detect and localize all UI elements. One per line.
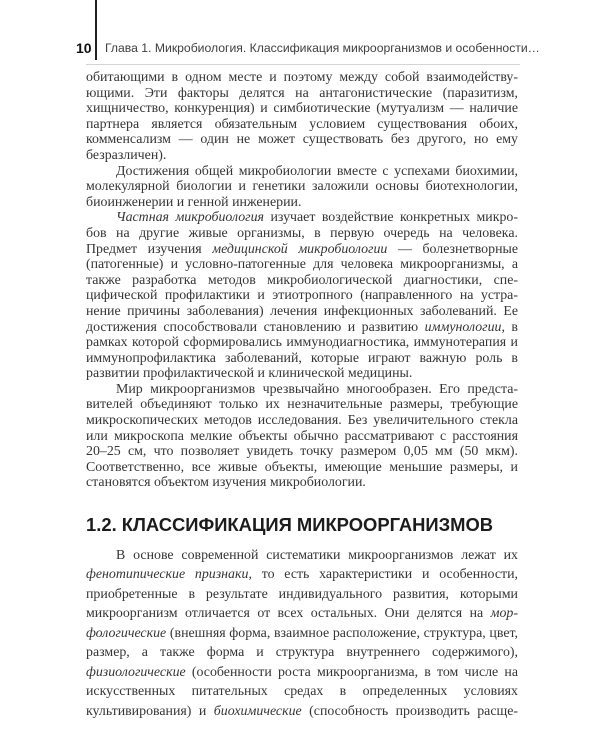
header-vertical-divider	[95, 0, 97, 60]
term-medical-microbiology: медицинской микробиологии	[212, 241, 388, 257]
paragraph-text: Достижения общей микробиологии вместе с успехами биохимии, молекулярной биологии и генетики заложили основы биотехнологии, биоинженерии и генной инженерии.	[86, 163, 518, 210]
term-biochemical: биохимические	[213, 703, 302, 719]
main-text-column	[86, 70, 518, 721]
paragraph-phenotypic-traits	[86, 546, 518, 722]
term-morphological: морфологические	[86, 606, 518, 641]
paragraph-text: обитающими в одном месте и поэтому между собой взаимодействующими. Эти факторы делятся на антагонистические (паразитизм, хищничество, конкуренция) и симбиотические (мутуализм — наличие партнера является обязательным условием существования обоих, комменсализм — один не может существовать без другого, но ему безразличен).	[86, 70, 518, 163]
paragraph-text: изучает воздействие конкретных микробов на другие живые организмы, в первую очередь на человека. Предмет изучения	[86, 210, 518, 257]
paragraph-text: В основе современной систематики микроорганизмов лежат их	[116, 547, 518, 563]
term-immunology: иммунологии	[424, 319, 502, 335]
paragraph-text: (особенности роста микроорганизма, в том числе на искусственных питательных средах в определенных условиях культивирования) и	[86, 664, 518, 719]
section-heading: 1.2. КЛАССИФИКАЦИЯ МИКРООРГАНИЗМОВ	[86, 513, 494, 535]
page-number: 10	[76, 40, 92, 56]
paragraph-text: (способность производить расще-	[301, 703, 518, 719]
header-rule	[86, 64, 520, 65]
paragraph-text: (внешняя форма, взаимное расположение, структура, цвет, размер, а также форма и структура внутреннего содержимого),	[86, 625, 518, 661]
term-physiological: физиологические	[86, 664, 186, 680]
paragraph-text: , то есть характеристики и особенности, приобретенные в результате индивидуального развития, которыми микроорганизм отличается от всех остальных. Они делятся на	[86, 567, 518, 622]
paragraph-text: — болезнетворные (патогенные) и условно-патогенные для человека микроорганизмы, а также разработка методов микробиологической диагностики, специфической профилактики и этиотропного (направленного на устранение причины заболевания) лечения инфекционных заболеваний. Ее достижения способствовали становлению и развитию	[86, 241, 519, 335]
paragraph-ecology	[86, 70, 518, 164]
paragraph-private-microbiology	[86, 210, 518, 382]
paragraph-text: Мир микроорганизмов чрезвычайно многообразен. Его представителей объединяют только их незначительные размеры, требующие микроскопических методов исследования. Без увеличительного стекла или микроскопа мелкие объекты обычно рассматривают с расстояния 20–25 см, что позволяет увидеть точку размером 0,05 мм (50 мкм). Соответственно, все живые объекты, имеющие меньшие размеры, и становятся объектом изучения микробиологии.	[86, 381, 518, 491]
paragraph-text: , в рамках которой сформировались иммунодиагностика, иммунотерапия и иммунопрофилактика заболеваний, которые играют важную роль в развитии профилактической и клинической медицины.	[86, 319, 518, 382]
running-title: Глава 1. Микробиология. Классификация микроорганизмов и особенности…	[105, 41, 540, 55]
section-text	[86, 546, 518, 722]
term-phenotypic-traits: фенотипические признаки	[86, 567, 249, 583]
chapter-text	[86, 70, 518, 491]
term-private-microbiology: Частная микробиология	[116, 210, 264, 226]
paragraph-achievements	[86, 164, 518, 211]
paragraph-microbe-world	[86, 382, 518, 491]
